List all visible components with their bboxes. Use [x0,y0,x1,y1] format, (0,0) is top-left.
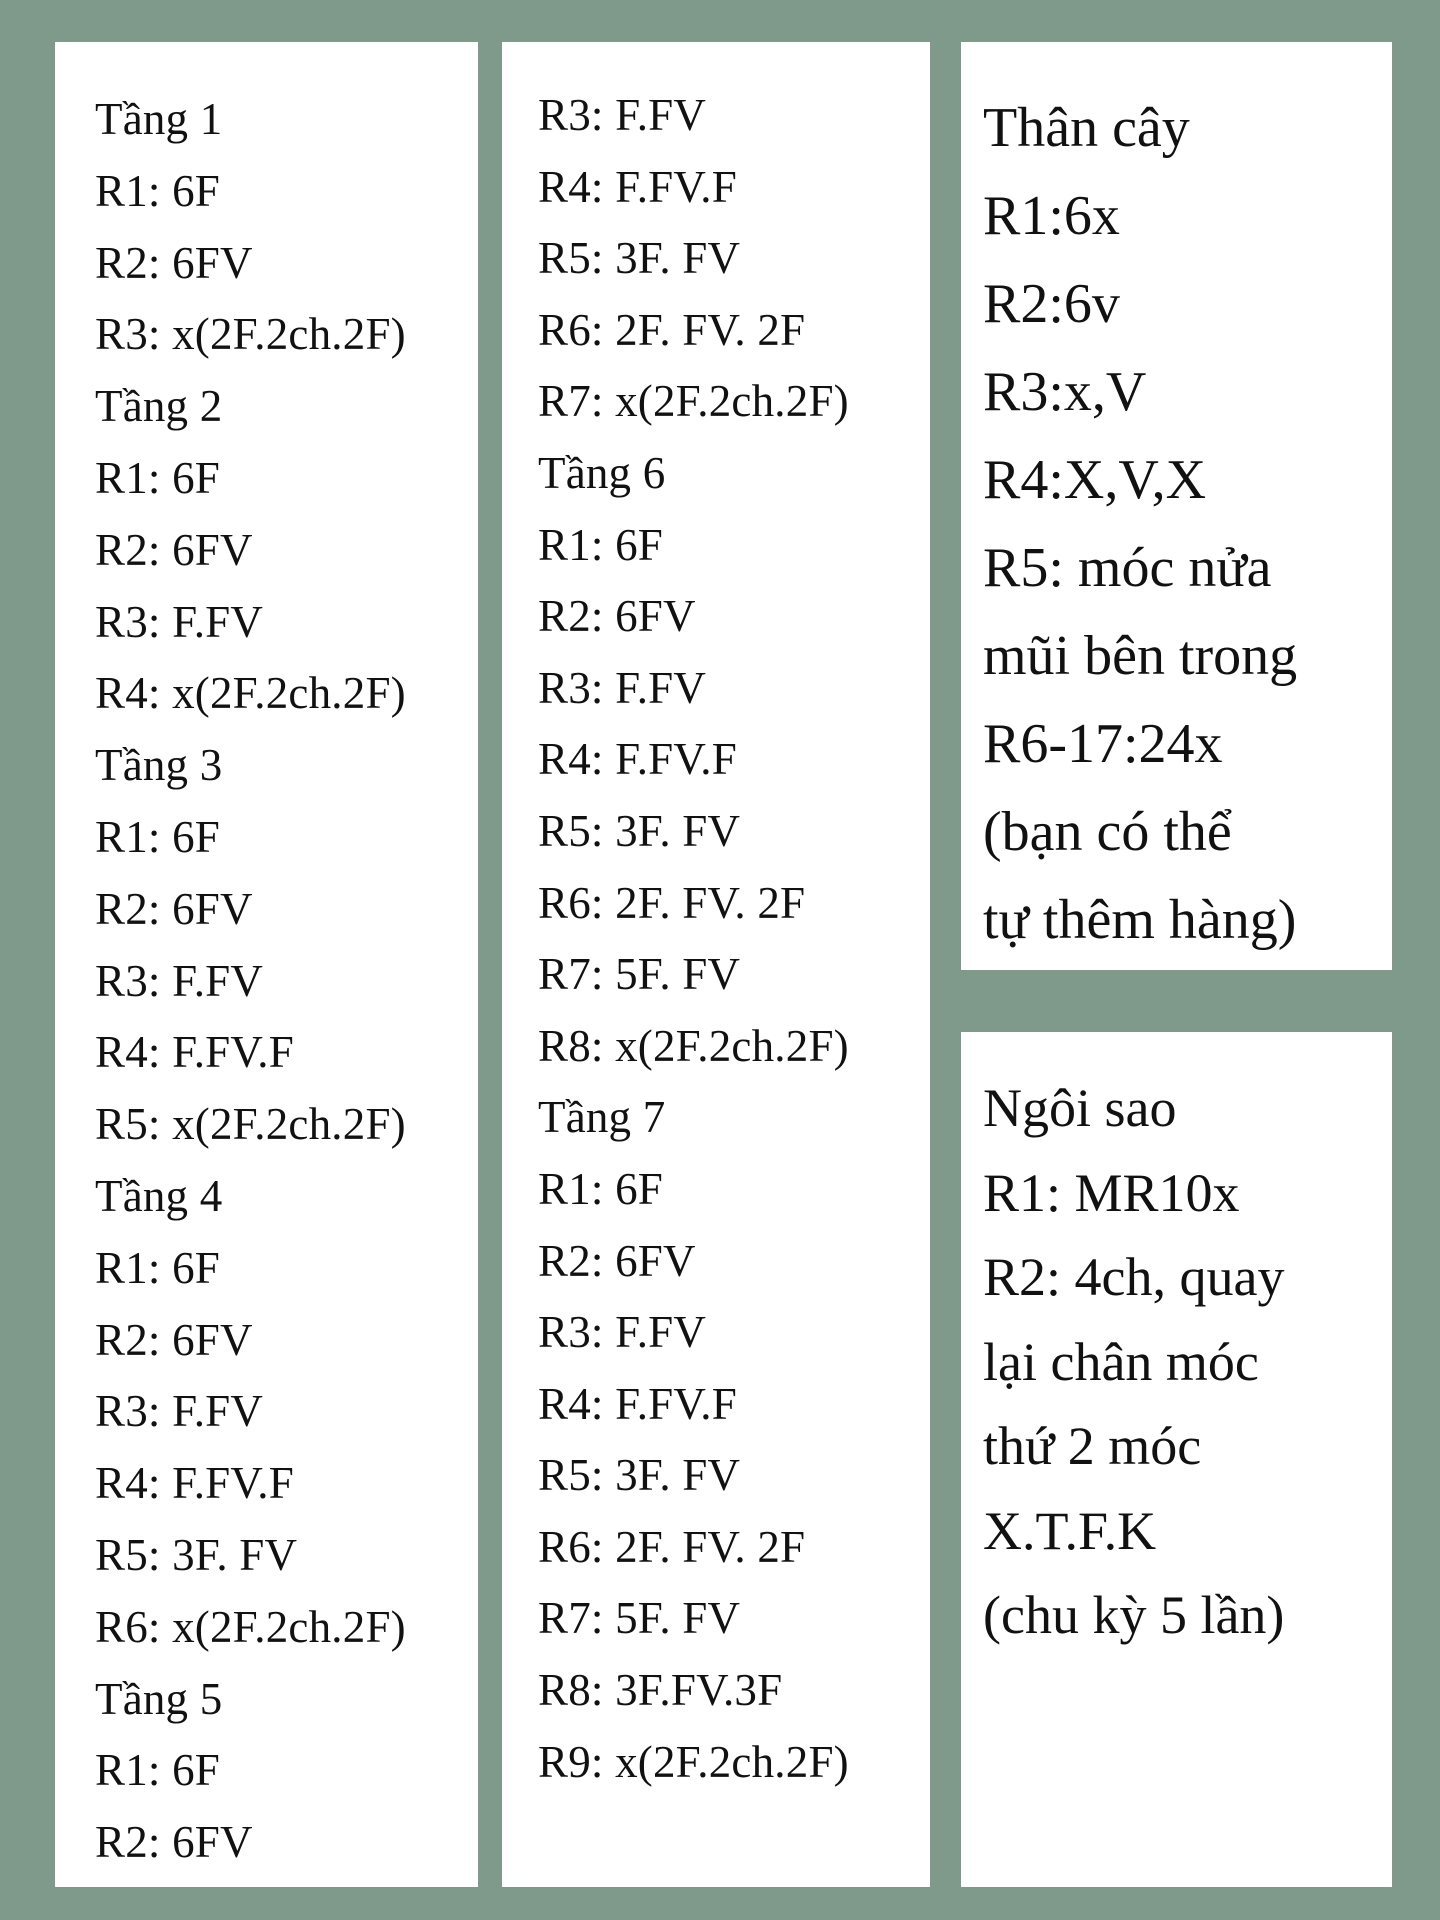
row-instruction: R2: 6FV [95,524,253,575]
row-instruction: R6-17:24x [983,713,1223,775]
row-instruction: R2: 4ch, quay [983,1247,1285,1307]
row-instruction: R6: 2F. FV. 2F [538,877,806,928]
trunk-lines [983,84,1392,964]
note-text: tự thêm hàng) [983,889,1297,951]
row-instruction: R1: 6F [538,1163,663,1214]
row-instruction: R9: x(2F.2ch.2F) [538,1736,849,1787]
row-instruction: R1: 6F [95,811,220,862]
pattern-column-2 [502,42,930,1887]
row-instruction: R5: 3F. FV [538,1450,741,1501]
row-instruction: R2: 6FV [95,1314,253,1365]
row-instruction: R2: 6FV [538,1235,696,1286]
row-instruction: R3: F.FV [538,90,707,140]
row-instruction: R6: 2F. FV. 2F [538,304,806,355]
row-instruction: R8: x(2F.2ch.2F) [538,1020,849,1071]
row-instruction: R2: 6FV [95,883,253,934]
row-instruction: R1: MR10x [983,1162,1240,1223]
row-instruction: mũi bên trong [983,625,1298,687]
row-instruction: R3:x,V [983,361,1147,423]
tier-heading: Tầng 2 [95,381,223,432]
row-instruction: R3: F.FV [95,596,264,647]
row-instruction: R4:X,V,X [983,449,1207,511]
row-instruction: R7: x(2F.2ch.2F) [538,376,849,427]
trunk-title: Thân cây [983,97,1190,159]
row-instruction: R2:6v [983,273,1120,335]
row-instruction: R7: 5F. FV [538,949,741,1000]
row-instruction: R4: F.FV.F [538,1378,737,1429]
tier-heading: Tầng 5 [95,1673,223,1724]
row-instruction: R3: x(2F.2ch.2F) [95,309,406,360]
row-instruction: R4: F.FV.F [95,1027,294,1078]
star-lines [983,1066,1392,1658]
tier-heading: Tầng 3 [95,740,223,791]
row-instruction: R4: x(2F.2ch.2F) [95,668,406,719]
tier-heading: Tầng 1 [95,94,223,144]
row-instruction: lại chân móc [983,1331,1259,1392]
row-instruction: R2: 6FV [95,237,253,288]
star-title: Ngôi sao [983,1078,1177,1138]
row-instruction: R5: 3F. FV [538,805,741,856]
trunk-panel [961,42,1392,970]
row-instruction: R5: móc nửa [983,537,1272,599]
row-instruction: R6: 2F. FV. 2F [538,1521,806,1572]
row-instruction: R4: F.FV.F [538,734,737,785]
row-instruction: R5: 3F. FV [95,1529,298,1580]
pattern-lines-column-2 [538,80,930,1798]
row-instruction: R3: F.FV [95,1386,264,1437]
note-text: (chu kỳ 5 lần) [983,1585,1285,1645]
pattern-column-1 [55,42,478,1887]
row-instruction: R1: 6F [95,452,220,503]
pattern-lines-column-1 [95,84,478,1879]
row-instruction: R1: 6F [95,165,220,216]
row-instruction: R3: F.FV [538,662,707,713]
row-instruction: R7: 5F. FV [538,1593,741,1644]
row-instruction: R6: x(2F.2ch.2F) [95,1601,406,1652]
row-instruction: R1: 6F [95,1242,220,1293]
tier-heading: Tầng 7 [538,1092,666,1143]
row-instruction: R3: F.FV [95,955,264,1006]
row-instruction: R8: 3F.FV.3F [538,1665,783,1716]
row-instruction: R3: F.FV [538,1307,707,1358]
row-instruction: R1: 6F [538,519,663,570]
row-instruction: R5: x(2F.2ch.2F) [95,1099,406,1150]
tier-heading: Tầng 4 [95,1170,223,1221]
row-instruction: X.T.F.K [983,1500,1157,1561]
row-instruction: R2: 6FV [538,591,696,642]
note-text: (bạn có thể [983,801,1232,863]
star-panel [961,1032,1392,1887]
row-instruction: R1:6x [983,185,1120,247]
row-instruction: thứ 2 móc [983,1416,1202,1476]
row-instruction: R2: 6FV [95,1817,253,1868]
row-instruction: R1: 6F [95,1745,220,1796]
row-instruction: R5: 3F. FV [538,233,741,284]
tier-heading: Tầng 6 [538,447,666,498]
row-instruction: R4: F.FV.F [538,161,737,212]
row-instruction: R4: F.FV.F [95,1458,294,1509]
